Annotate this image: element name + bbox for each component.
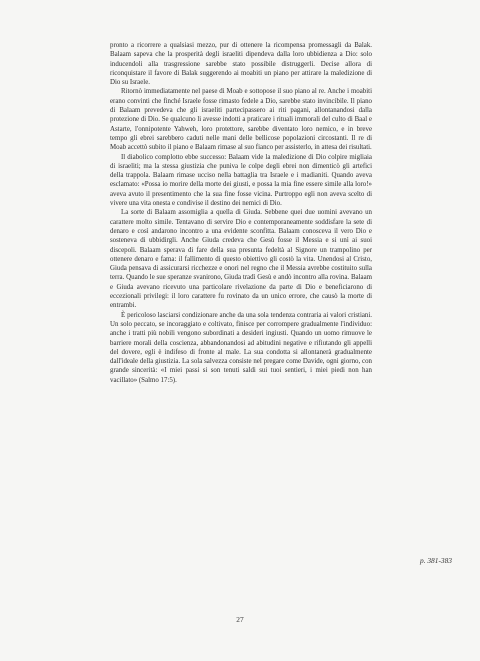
- body-text: [110, 41, 372, 385]
- paragraph: La sorte di Balaam assomiglia a quella di Giuda. Sebbene quei due uomini avevano un carattere molto simile. Tentavano di servire Dio e contemporaneamente soddisfare la sete di denaro e così andarono incontro a una evidente sconfitta. Balaam conosceva il vero Dio e sosteneva di ubbidirgli. Anche Giuda credeva che Gesù fosse il Messia e si unì ai suoi discepoli. Balaam sperava di fare della sua presunta fedeltà al Signore un trampolino per ottenere denaro e fama: il fallimento di questo obiettivo gli costò la vita. Unendosi al Cristo, Giuda pensava di assicurarsi ricchezze e onori nel regno che il Messia avrebbe costituito sulla terra. Quando le sue speranze svanirono, Giuda tradì Gesù e andò incontro alla rovina. Balaam e Giuda avevano ricevuto una particolare rivelazione da parte di Dio e beneficiarono di eccezionali privilegi: il loro carattere fu rovinato da un unico errore, che causò la morte di entrambi.: [110, 209, 372, 310]
- paragraph: È pericoloso lasciarsi condizionare anche da una sola tendenza contraria ai valori cristiani. Un solo peccato, se incoraggiato e coltivato, finisce per corrompere gradualmente l'individuo: anche i tratti più nobili vengono subordinati a desideri ingiusti. Quando un uomo rimuove le barriere morali della coscienza, abbandonandosi ad abitudini negative e rifiutando gli appelli del dovere, egli è indifeso di fronte al male. La sua condotta si allontanerà gradualmente dall'ideale della giustizia. La sola salvezza consiste nel pregare come Davide, ogni giorno, con grande sincerità: «I miei passi si son tenuti saldi sui tuoi sentieri, i miei piedi non han vacillato» (Salmo 17:5).: [110, 311, 372, 384]
- paragraph: Il diabolico complotto ebbe successo: Balaam vide la maledizione di Dio colpire migliaia di israeliti; ma la stessa giustizia che puniva le colpe degli ebrei non dimenticò gli artefici della trappola. Balaam rimase ucciso nella battaglia tra Israele e i madianiti. Quando aveva esclamato: «Possa io morire della morte dei giusti, e possa la mia fine essere simile alla loro!» aveva avuto il presentimento che la sua fine fosse vicina. Purtroppo egli non aveva scelto di vivere una vita onesta e condivise il destino dei nemici di Dio.: [110, 153, 372, 208]
- page-number: 27: [236, 615, 244, 624]
- page-reference: p. 381-383: [419, 556, 452, 565]
- paragraph: pronto a ricorrere a qualsiasi mezzo, pur di ottenere la ricompensa promessagli da Balak. Balaam sapeva che la prosperità degli israeliti dipendeva dalla loro ubbidienza a Dio: solo inducendoli alla trasgressione sarebbe stato possibile distruggerli. Decise allora di riconquistare il favore di Balak suggerendo ai moabiti un piano per attirare la maledizione di Dio su Israele.: [110, 42, 372, 87]
- paragraph: Ritornò immediatamente nel paese di Moab e sottopose il suo piano al re. Anche i moabiti erano convinti che finché Israele fosse rimasto fedele a Dio, sarebbe stato invincibile. Il piano di Balaam prevedeva che gli israeliti partecipassero ai riti pagani, allontanandosi dalla protezione di Dio. Se qualcuno li avesse indotti a praticare i rituali immorali del culto di Baal e Astarte, l'onnipotente Yahweh, loro protettore, sarebbe diventato loro nemico, e in breve tempo gli ebrei sarebbero caduti nelle mani delle bellicose popolazioni circostanti. Il re di Moab accettò subito il piano e Balaam rimase al suo fianco per assisterlo, in attesa dei risultati.: [110, 88, 372, 152]
